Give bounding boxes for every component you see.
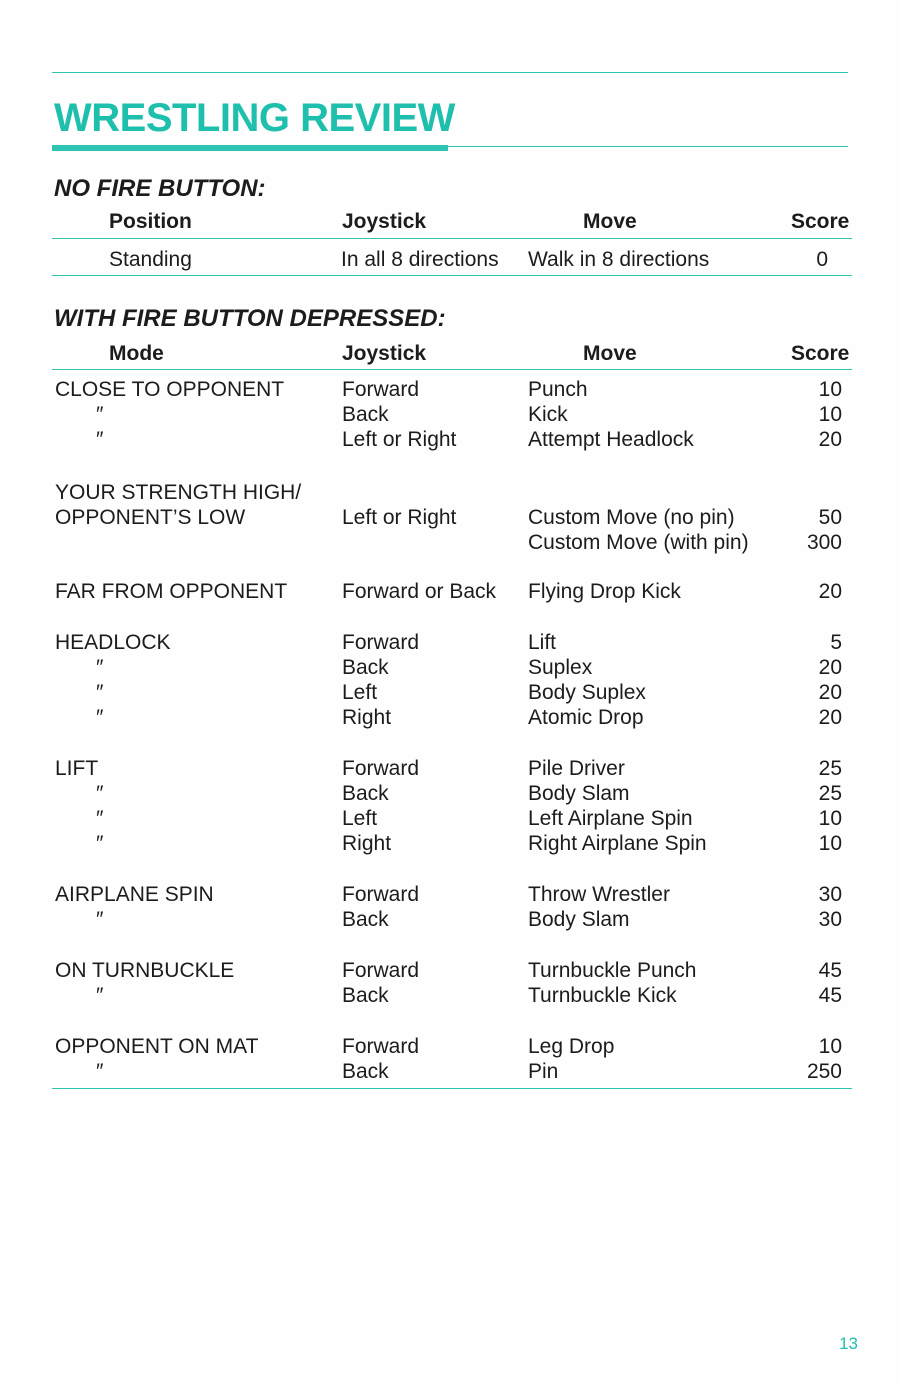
row-move: Punch — [528, 378, 588, 401]
row-mode: LIFT — [55, 757, 99, 780]
row-joystick: Forward — [342, 959, 420, 982]
row-joystick: Right — [342, 832, 392, 855]
header-position: Position — [109, 210, 192, 233]
top-rule — [52, 72, 848, 73]
row-score: 20 — [818, 428, 842, 451]
header-score: Score — [791, 342, 850, 365]
row-joystick: Back — [342, 403, 389, 426]
row-score: 10 — [818, 807, 842, 830]
row-joystick: In all 8 directions — [341, 248, 499, 271]
header-move: Move — [583, 210, 637, 233]
row-joystick: Left or Right — [342, 428, 457, 451]
row-mode: ″ — [96, 1060, 104, 1083]
row-joystick: Forward or Back — [342, 580, 497, 603]
row-move: Kick — [528, 403, 568, 426]
row-score: 45 — [818, 959, 842, 982]
row-mode: ″ — [96, 656, 104, 679]
row-mode: ″ — [96, 807, 104, 830]
row-score: 25 — [818, 782, 842, 805]
row-score: 10 — [818, 1035, 842, 1058]
header-mode: Mode — [109, 342, 164, 365]
row-move: Left Airplane Spin — [528, 807, 693, 830]
row-move: Lift — [528, 631, 557, 654]
row-joystick: Left — [342, 681, 378, 704]
row-score: 30 — [818, 883, 842, 906]
title-rule — [448, 146, 848, 147]
row-joystick: Left — [342, 807, 378, 830]
row-mode: ″ — [96, 403, 104, 426]
row-joystick: Left or Right — [342, 506, 457, 529]
row-move: Attempt Headlock — [528, 428, 694, 451]
row-joystick: Back — [342, 1060, 389, 1083]
row-score: 10 — [818, 832, 842, 855]
page-number: 13 — [839, 1334, 858, 1353]
section-fire-heading: WITH FIRE BUTTON DEPRESSED: — [54, 305, 446, 332]
row-score: 20 — [818, 706, 842, 729]
row-move: Walk in 8 directions — [528, 248, 710, 271]
row-score: 30 — [818, 908, 842, 931]
row-joystick: Forward — [342, 631, 420, 654]
section-no-fire-heading: NO FIRE BUTTON: — [54, 175, 266, 202]
row-move: Body Suplex — [528, 681, 646, 704]
row-score: 20 — [818, 681, 842, 704]
row-mode: YOUR STRENGTH HIGH/ — [55, 481, 302, 504]
row-mode: ON TURNBUCKLE — [55, 959, 235, 982]
row-mode: ″ — [96, 908, 104, 931]
row-move: Leg Drop — [528, 1035, 615, 1058]
row-move: Pile Driver — [528, 757, 625, 780]
page-title: WRESTLING REVIEW — [54, 96, 455, 140]
row-joystick: Back — [342, 984, 389, 1007]
row-score: 10 — [818, 403, 842, 426]
section-1-bottom-rule — [52, 275, 852, 276]
row-mode: OPPONENT’S LOW — [55, 506, 246, 529]
row-move: Throw Wrestler — [528, 883, 670, 906]
section-2-header-rule — [52, 369, 852, 370]
row-mode: ″ — [96, 681, 104, 704]
row-move: Custom Move (with pin) — [528, 531, 749, 554]
row-joystick: Right — [342, 706, 392, 729]
row-score: 20 — [818, 580, 842, 603]
row-move: Turnbuckle Kick — [528, 984, 677, 1007]
row-mode: ″ — [96, 428, 104, 451]
header-joystick: Joystick — [342, 342, 427, 365]
row-move: Turnbuckle Punch — [528, 959, 697, 982]
row-mode: CLOSE TO OPPONENT — [55, 378, 285, 401]
row-score: 10 — [818, 378, 842, 401]
row-move: Suplex — [528, 656, 593, 679]
row-joystick: Back — [342, 908, 389, 931]
row-mode: ″ — [96, 706, 104, 729]
row-joystick: Forward — [342, 757, 420, 780]
title-underline — [52, 145, 448, 151]
row-score: 250 — [806, 1060, 842, 1083]
row-mode: Standing — [109, 248, 192, 271]
row-move: Body Slam — [528, 782, 630, 805]
row-score: 50 — [818, 506, 842, 529]
row-score: 0 — [816, 248, 828, 271]
row-mode: AIRPLANE SPIN — [55, 883, 214, 906]
section-2-bottom-rule — [52, 1088, 852, 1089]
row-mode: ″ — [96, 782, 104, 805]
row-mode: HEADLOCK — [55, 631, 171, 654]
row-score: 5 — [830, 631, 842, 654]
row-mode: OPPONENT ON MAT — [55, 1035, 259, 1058]
row-mode: FAR FROM OPPONENT — [55, 580, 288, 603]
header-move: Move — [583, 342, 637, 365]
row-joystick: Forward — [342, 378, 420, 401]
row-move: Right Airplane Spin — [528, 832, 707, 855]
row-joystick: Back — [342, 782, 389, 805]
row-score: 25 — [818, 757, 842, 780]
header-joystick: Joystick — [342, 210, 427, 233]
row-move: Pin — [528, 1060, 559, 1083]
row-mode: ″ — [96, 984, 104, 1007]
row-score: 20 — [818, 656, 842, 679]
row-move: Atomic Drop — [528, 706, 644, 729]
row-score: 300 — [806, 531, 842, 554]
row-move: Flying Drop Kick — [528, 580, 681, 603]
section-1-header-rule — [52, 238, 852, 239]
header-score: Score — [791, 210, 850, 233]
row-score: 45 — [818, 984, 842, 1007]
row-joystick: Back — [342, 656, 389, 679]
row-move: Custom Move (no pin) — [528, 506, 735, 529]
row-mode: ″ — [96, 832, 104, 855]
row-joystick: Forward — [342, 883, 420, 906]
row-joystick: Forward — [342, 1035, 420, 1058]
row-move: Body Slam — [528, 908, 630, 931]
